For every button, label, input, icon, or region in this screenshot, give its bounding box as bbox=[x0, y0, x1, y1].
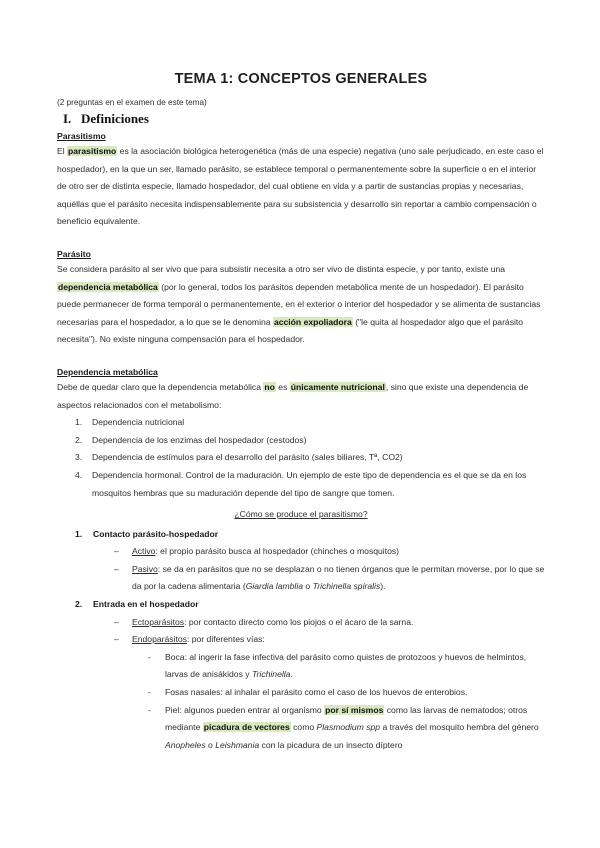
entrada-heading: 2. Entrada en el hospedador bbox=[75, 599, 199, 610]
piel-item: - Piel: algunos pueden entrar al organismo por sí mismos como las larvas de nematodos; otros mediante picadura de vectores como Plasmodium spp a través del mosquito hembra del género Anopheles o Leishmania con la picadura de un insecto díptero bbox=[148, 704, 539, 750]
parasito-paragraph: Se considera parásito al ser vivo que para subsistir necesita a otro ser vivo de distinta especie, y por tanto, existe una dependencia metabólica (por lo general, todos los parásitos dependen metabólica mente de un hospedador). El parásito puede permanecer de forma temporal o permanentemente, en el exterior o interior del hospedador y se alimenta de sustancias necesarias para el hospedador, a lo que se le denomina acción expoliadora ("le quita al hospedador algo que el parásito necesita"). No existe ninguna compensación para el hospedador. bbox=[57, 263, 541, 345]
question-heading: ¿Cómo se produce el parasitismo? bbox=[234, 509, 368, 520]
dependencia-list bbox=[57, 414, 545, 502]
list-item: 3. Dependencia de estímulos para el desarrollo del parásito (sales biliares, Tª, CO2) bbox=[75, 452, 403, 463]
activo-item: – Activo: el propio parásito busca al hospedador (chinches o mosquitos) bbox=[114, 546, 400, 557]
document-page bbox=[57, 70, 545, 754]
endo-item: – Endoparásitos: por diferentes vías: bbox=[114, 634, 265, 645]
parasitismo-paragraph: El parasitismo es la asociación biológica heterogenética (más de una especie) negativa (uno sale perjudicado, en este caso el hospedador), en la que un ser, llamado parásito, se establece temporal o permanentemente sobre la superficie o en el interior de otro ser de distinta especie, llamado hospedador, del cual obtiene en vida y a partir de sustancias propias y necesarias, aquéllas que el parásito necesita indispensablemente para su subsistencia y desarrollo sin reportar a cambio compensación o beneficio equivalente. bbox=[57, 146, 544, 227]
parasito-heading: Parásito bbox=[57, 248, 91, 259]
dependencia-heading: Dependencia metabólica bbox=[57, 366, 158, 377]
list-item: 2. Dependencia de los enzimas del hospedador (cestodos) bbox=[75, 434, 307, 445]
pasivo-item: – Pasivo: se da en parásitos que no se desplazan o no tienen órganos que le permitan moverse, por lo que se da por la cadena alimentaria (Giardia lamblia o Trichinella spiralis). bbox=[114, 563, 545, 592]
section-heading: I. Definiciones bbox=[63, 111, 149, 126]
page-title: TEMA 1: CONCEPTOS GENERALES bbox=[174, 71, 428, 87]
ecto-item: – Ectoparásitos: por contacto directo como los piojos o el ácaro de la sarna. bbox=[114, 616, 414, 627]
exam-note: (2 preguntas en el examen de este tema) bbox=[57, 98, 207, 107]
dependencia-paragraph: Debe de quedar claro que la dependencia metabólica no es únicamente nutricional, sino que existe una dependencia de aspectos relacionados con el metabolismo: bbox=[57, 381, 529, 410]
contacto-heading: 1. Contacto parásito-hospedador bbox=[75, 528, 219, 539]
list-item: 1. Dependencia nutricional bbox=[75, 417, 185, 428]
boca-item: - Boca: al ingerir la fase infectiva del parásito como quistes de protozoos y huevos de helmintos, larvas de anisákidos y Trichinella. bbox=[148, 651, 527, 680]
list-item: 4. Dependencia hormonal. Control de la maduración. Un ejemplo de este tipo de dependencia es el que se da en los mosquitos hembras que su maduración depende del tipo de sangre que tomen. bbox=[75, 469, 527, 498]
fosas-item: - Fosas nasales: al inhalar el parásito como el caso de los huevos de enterobios. bbox=[148, 687, 468, 698]
parasitismo-heading: Parasitismo bbox=[57, 131, 106, 141]
